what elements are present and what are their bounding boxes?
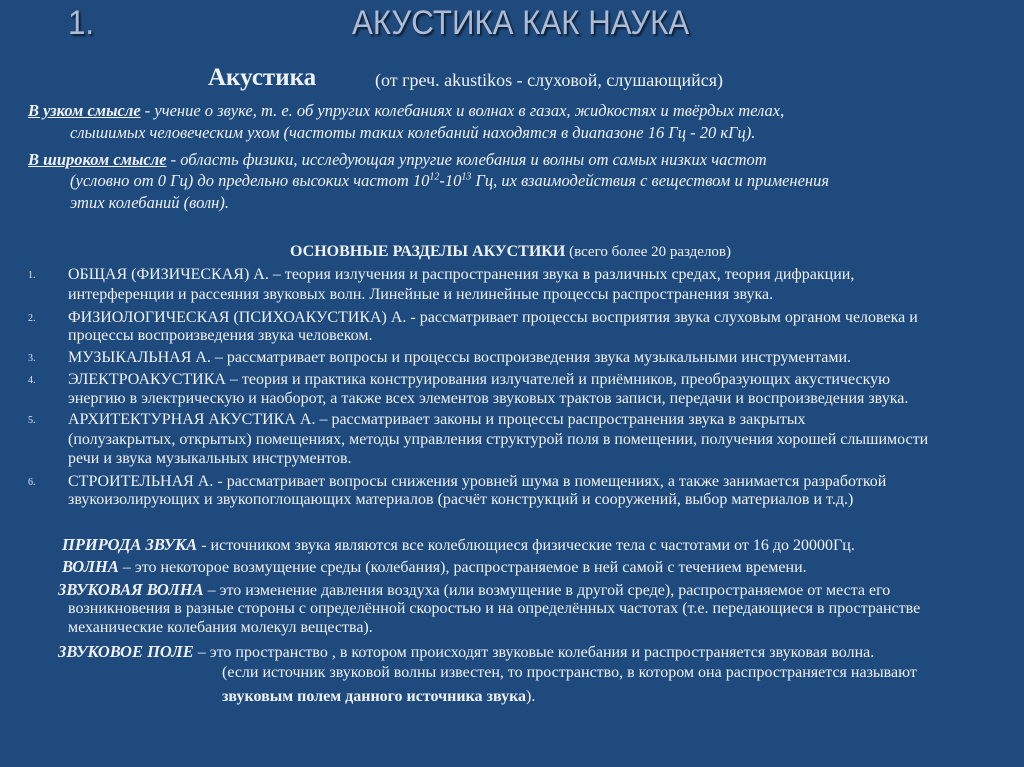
list-item-line: (полузакрытых, открытых) помещениях, методы управления структурой поля в помещении, получения хорошей слышимости: [68, 431, 929, 448]
list-item-line: СТРОИТЕЛЬНАЯ А. - рассматривает вопросы снижения уровней шума в помещениях, а также занимается разработкой: [68, 473, 887, 490]
list-number: 1.: [28, 270, 36, 281]
list-item-line: звукоизолирующих и звукопоглощающих материалов (расчёт конструкций и сооружений, выбор материалов и т.д.): [68, 491, 854, 508]
list-number: 6.: [28, 477, 36, 488]
sound-wave-text-2: возникновения в разные стороны с определённой скоростью и на определённых частотах (т.е. передающиеся в пространстве: [68, 600, 921, 617]
exponent: 12: [429, 171, 440, 183]
broad-text-2: [70, 171, 829, 191]
list-item-line: энергию в электрическую и наоборот, а также всех элементов звуковых трактов записи, передачи и воспроизведения звука.: [68, 390, 909, 407]
nature-definition: [62, 535, 855, 555]
list-item-line: процессы воспроизведения звука человеком.: [68, 327, 373, 344]
list-item-line: интерференции и рассеяния звуковых волн. Линейные и нелинейные процессы распространения звука.: [68, 286, 774, 303]
slide-title: АКУСТИКА КАК НАУКА: [352, 4, 690, 42]
list-number: 2.: [28, 313, 36, 324]
broad-text: - область физики, исследующая упругие колебания и волны от самых низких частот: [166, 150, 767, 169]
list-item-line: ЭЛЕКТРОАКУСТИКА – теория и практика конструирования излучателей и приёмников, преобразующих акустическую: [68, 371, 891, 388]
narrow-term: В узком смысле: [28, 101, 141, 120]
term: ВОЛНА: [62, 557, 119, 576]
list-number: 4.: [28, 375, 36, 386]
sound-wave-definition: [58, 580, 890, 600]
text: Гц, их взаимодействия с веществом и применения: [471, 171, 830, 190]
narrow-text: - учение о звуке, т. е. об упругих колебаниях и волнах в газах, жидкостях и твёрдых телах,: [140, 101, 785, 120]
text: – это некоторое возмущение среды (колебания), распространяемое в ней самой с течением времени.: [118, 559, 807, 576]
broad-text-3: этих колебаний (волн).: [70, 193, 229, 212]
exponent: 13: [461, 171, 472, 183]
narrow-definition-line: [28, 101, 784, 121]
slide-number: 1.: [68, 4, 95, 42]
list-number: 3.: [28, 353, 36, 364]
wave-definition: [62, 557, 807, 577]
bold-term: звуковым полем данного источника звука: [222, 688, 527, 705]
text: (условно от 0 Гц) до предельно высоких частот 10: [70, 171, 430, 190]
sections-heading: [290, 243, 731, 261]
list-item-line: ФИЗИОЛОГИЧЕСКАЯ (ПСИХОАКУСТИКА) А. - рассматривает процессы восприятия звука слуховым органом человека и: [68, 309, 918, 326]
term: ПРИРОДА ЗВУКА: [62, 535, 198, 554]
list-item-line: речи и звука музыкальных инструментов.: [68, 450, 352, 467]
sections-note: (всего более 20 разделов): [565, 244, 732, 260]
term: ЗВУКОВАЯ ВОЛНА: [58, 580, 204, 599]
list-item-line: МУЗЫКАЛЬНАЯ А. – рассматривает вопросы и процессы воспроизведения звука музыкальными инструментами.: [68, 349, 852, 366]
list-number: 5.: [28, 415, 36, 426]
text: – это пространство , в котором происходят звуковые колебания и распространяется звуковая волна.: [193, 644, 875, 661]
sound-wave-text-3: механические колебания молекул вещества).: [68, 619, 373, 636]
sound-field-note-1: (если источник звуковой волны известен, то пространство, в котором она распространяется называют: [222, 664, 917, 681]
broad-definition-line: [28, 150, 767, 170]
list-item-line: ОБЩАЯ (ФИЗИЧЕСКАЯ) А. – теория излучения и распространения звука в различных средах, теория дифракции,: [68, 266, 855, 283]
text: ).: [526, 688, 536, 705]
broad-term: В широком смысле: [28, 150, 167, 169]
text: -10: [439, 171, 462, 190]
list-item-line: АРХИТЕКТУРНАЯ АКУСТИКА А. – рассматривает законы и процессы распространения звука в закрытых: [68, 411, 806, 428]
sections-title: ОСНОВНЫЕ РАЗДЕЛЫ АКУСТИКИ: [290, 243, 566, 260]
sound-field-note-2: [222, 688, 535, 706]
narrow-text-2: слышимых человеческим ухом (частоты таких колебаний находятся в диапазоне 16 Гц - 20 кГц).: [70, 123, 756, 142]
heading-etymology: (от греч. akustikos - слуховой, слушающийся): [375, 70, 724, 90]
heading-word: Акустика: [208, 64, 317, 91]
term: ЗВУКОВОЕ ПОЛЕ: [58, 642, 194, 661]
sound-field-definition: [58, 642, 874, 662]
text: - источником звука являются все колеблющиеся физические тела с частотами от 16 до 20000Гц.: [197, 537, 855, 554]
text: – это изменение давления воздуха (или возмущение в другой среде), распространяемое от места его: [203, 582, 891, 599]
